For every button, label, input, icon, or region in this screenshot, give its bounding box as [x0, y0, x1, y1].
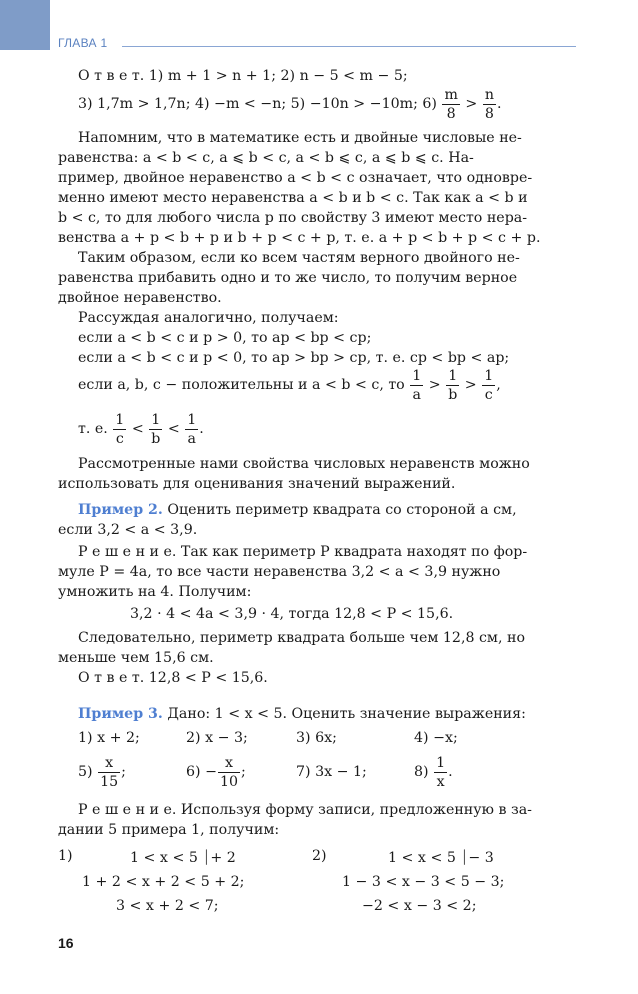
fraction-n-8: $\frac{n}{8}$: [484, 86, 494, 122]
reciprocal-line-2: т. е. $\frac{1}{c}$ < $\frac{1}{b}$ < $\frac{1}{a}$ .: [78, 411, 204, 447]
para-line: если a < b < c и p < 0, то ap > bp > cp, т. е. cp < bp < ap;: [78, 350, 510, 366]
para-line: если 3,2 < a < 3,9.: [58, 522, 198, 538]
para-line: муле P = 4a, то все части неравенства 3,2 < a < 3,9 нужно: [58, 564, 501, 580]
para-line: Р е ш е н и е. Так как периметр P квадрата находят по фор-: [78, 544, 528, 560]
solution-2-label: 2): [312, 848, 327, 864]
para-line: равенства: a < b < c, a ⩽ b < c, a < b ⩽ c, a ⩽ b ⩽ c. На-: [58, 150, 474, 166]
fraction-1-a: $\frac{1}{a}$: [412, 367, 422, 403]
fraction-1-a: $\frac{1}{a}$: [187, 411, 197, 447]
page-number: 16: [58, 935, 74, 951]
para-line: двойное неравенство.: [58, 290, 222, 306]
example-3-label: Пример 3.: [78, 706, 163, 722]
task-item: 6) − $\frac{x}{10}$ ;: [186, 754, 246, 790]
para-line: если a < b < c и p > 0, то ap < bp < cp;: [78, 330, 372, 346]
para-line: Рассуждая аналогично, получаем:: [78, 310, 339, 326]
solution-1-row: 1 + 2 < x + 2 < 5 + 2;: [82, 874, 245, 890]
reciprocal-line: если a, b, c − положительны и a < b < c, то $\frac{1}{a}$ > $\frac{1}{b}$ > $\frac{1}{c}$ ,: [78, 367, 501, 403]
example-2-answer: О т в е т. 12,8 < P < 15,6.: [78, 670, 268, 686]
task-item: 7) 3x − 1;: [296, 764, 367, 780]
para-line: венства a + p < b + p и b + p < c + p, т. е. a + p < b + p < c + p.: [58, 230, 541, 246]
fraction-x-15: $\frac{x}{15}$: [100, 754, 119, 790]
chapter-header: ГЛАВА 1: [58, 36, 108, 50]
task-item: 1) x + 2;: [78, 730, 140, 746]
answer-line-2-text: 3) 1,7m > 1,7n; 4) −m < −n; 5) −10n > −10m; 6): [78, 96, 437, 112]
fraction-1-b: $\frac{1}{b}$: [448, 367, 458, 403]
chapter-corner-block: [0, 0, 50, 50]
para-line: менно имеют место неравенства a < b и b < c. Так как a < b и: [58, 190, 528, 206]
fraction-m-8: $\frac{m}{8}$: [444, 86, 458, 122]
para-line: Таким образом, если ко всем частям верного двойного не-: [78, 250, 520, 266]
fraction-x-10: $\frac{x}{10}$: [219, 754, 239, 790]
answer-line-2: 3) 1,7m > 1,7n; 4) −m < −n; 5) −10n > −10m; 6) $\frac{m}{8}$ > $\frac{n}{8}$ .: [78, 86, 502, 122]
solution-1-row: 1 < x < 5 ⏐+ 2: [130, 850, 236, 866]
para-line: b < c, то для любого числа p по свойству 3 имеют место нера-: [58, 210, 528, 226]
task-item: 4) −x;: [414, 730, 458, 746]
task-item: 3) 6x;: [296, 730, 337, 746]
solution-1-row: 3 < x + 2 < 7;: [116, 898, 219, 914]
solution-1-label: 1): [58, 848, 73, 864]
para-line: пример, двойное неравенство a < b < c означает, что одновре-: [58, 170, 533, 186]
para-line: Рассмотренные нами свойства числовых неравенств можно: [78, 456, 530, 472]
task-item: 5) $\frac{x}{15}$ ;: [78, 754, 126, 790]
solution-2-row: −2 < x − 3 < 2;: [362, 898, 477, 914]
para-line: меньше чем 15,6 см.: [58, 650, 214, 666]
para-line: использовать для оценивания значений выражений.: [58, 476, 456, 492]
para-line: Напомним, что в математике есть и двойные числовые не-: [78, 130, 522, 146]
example-2-heading: Пример 2. Оценить периметр квадрата со стороной a см,: [78, 502, 517, 518]
answer-line-1: О т в е т. 1) m + 1 > n + 1; 2) n − 5 < m − 5;: [78, 68, 408, 84]
para-line: Р е ш е н и е. Используя форму записи, предложенную в за-: [78, 802, 532, 818]
fraction-1-b: $\frac{1}{b}$: [151, 411, 161, 447]
header-rule: [122, 46, 576, 47]
para-line: умножить на 4. Получим:: [58, 584, 252, 600]
task-item: 8) $\frac{1}{x}$ .: [414, 754, 453, 790]
fraction-1-x: $\frac{1}{x}$: [436, 754, 446, 790]
para-line: дании 5 примера 1, получим:: [58, 822, 280, 838]
centered-formula: 3,2 · 4 < 4a < 3,9 · 4, тогда 12,8 < P < 15,6.: [130, 606, 454, 622]
solution-2-row: 1 − 3 < x − 3 < 5 − 3;: [342, 874, 505, 890]
para-line: Следовательно, периметр квадрата больше чем 12,8 см, но: [78, 630, 525, 646]
example-2-label: Пример 2.: [78, 502, 163, 518]
fraction-1-c: $\frac{1}{c}$: [115, 411, 125, 447]
solution-2-row: 1 < x < 5 ⏐− 3: [388, 850, 494, 866]
fraction-1-c: $\frac{1}{c}$: [484, 367, 494, 403]
task-item: 2) x − 3;: [186, 730, 248, 746]
example-3-heading: Пример 3. Дано: 1 < x < 5. Оценить значение выражения:: [78, 706, 526, 722]
para-line: равенства прибавить одно и то же число, то получим верное: [58, 270, 518, 286]
